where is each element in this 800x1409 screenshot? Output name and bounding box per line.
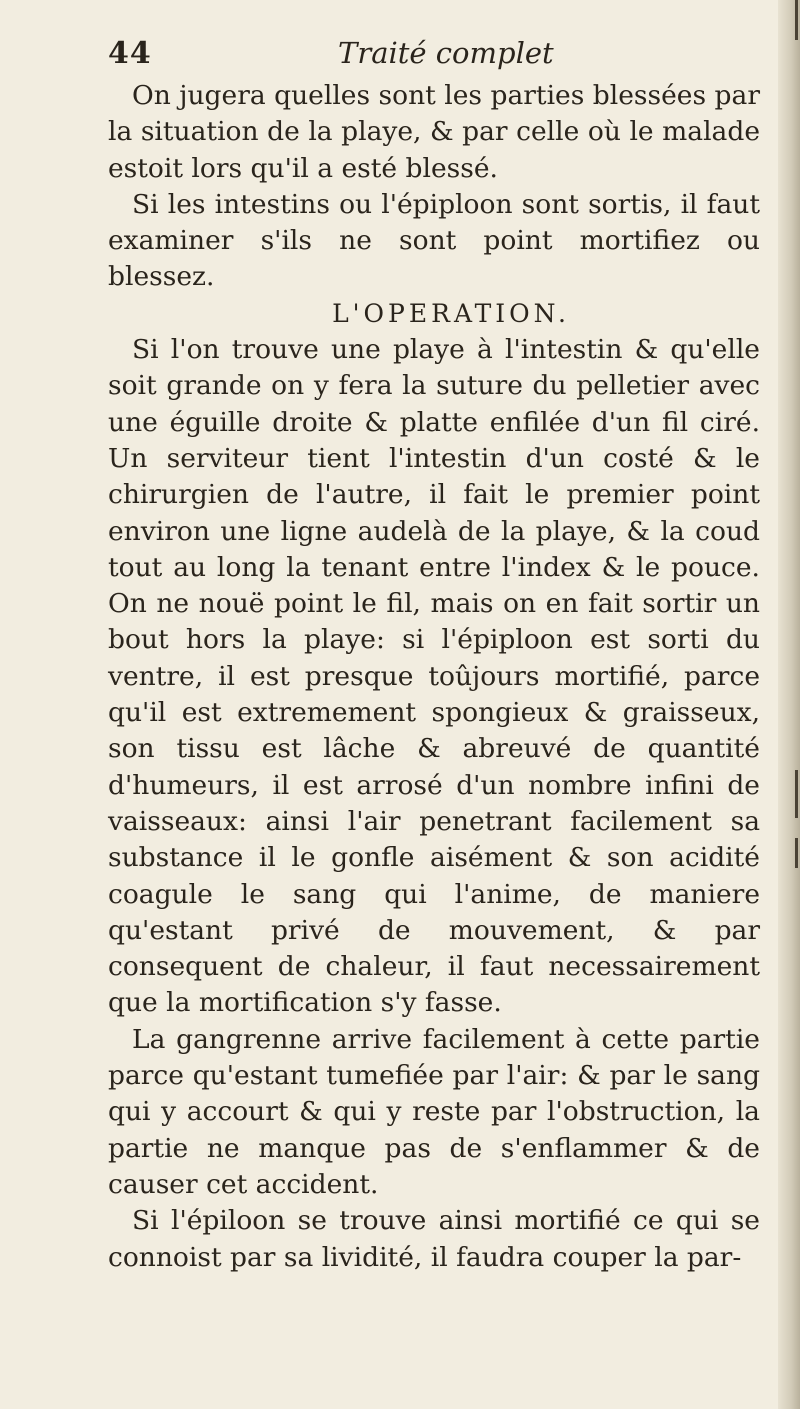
paragraph: Si l'on trouve une playe à l'intestin & qu'elle soit grande on y fera la suture du pelletier avec une éguille droite & platte enfilée d'un fil ciré. Un serviteur tient l'intestin d'un costé & le chirurgien de l'autre, il fait le premier point environ une ligne audelà de la playe, & la coud tout au long la tenant entre l'index & le pouce. On ne nouë point le fil, mais on en fait sortir un bout hors la playe: si l'épiploon est sorti du ventre, il est presque toûjours mortifié, parce qu'il est extremement spongieux & graisseux, son tissu est lâche & abreuvé de quantité d'humeurs, il est arrosé d'un nombre infini de vaisseaux: ainsi l'air penetrant facilement sa substance il le gonfle aisément & son acidité coagule le sang qui l'anime, de maniere qu'estant privé de mouvement, & par consequent de chaleur, il faut necessairement que la mortification s'y fasse. [108,334,760,1019]
binding-mark [795,770,798,818]
page-number: 44 [108,36,152,71]
paragraph: Si les intestins ou l'épiploon sont sortis, il faut examiner s'ils ne sont point mortifiez ou blessez. [108,188,760,293]
page-edge [778,0,800,1409]
binding-mark [795,0,798,40]
running-title: Traité complet [338,36,554,70]
binding-mark [795,838,798,868]
paragraph: On jugera quelles sont les parties blessées par la situation de la playe, & par celle où le malade estoit lors qu'il a esté blessé. [108,80,760,184]
paragraph: Si l'épiloon se trouve ainsi mortifié ce qui se connoist par sa lividité, il faudra couper la par- [108,1205,760,1273]
page-header [108,36,758,76]
page-text [108,78,760,1276]
section-title: L'OPERATION. [332,298,570,328]
paragraph: La gangrenne arrive facilement à cette partie parce qu'estant tumefiée par l'air: & par le sang qui y accourt & qui y reste par l'obstruction, la partie ne manque pas de s'enflammer & de causer cet accident. [108,1023,760,1200]
